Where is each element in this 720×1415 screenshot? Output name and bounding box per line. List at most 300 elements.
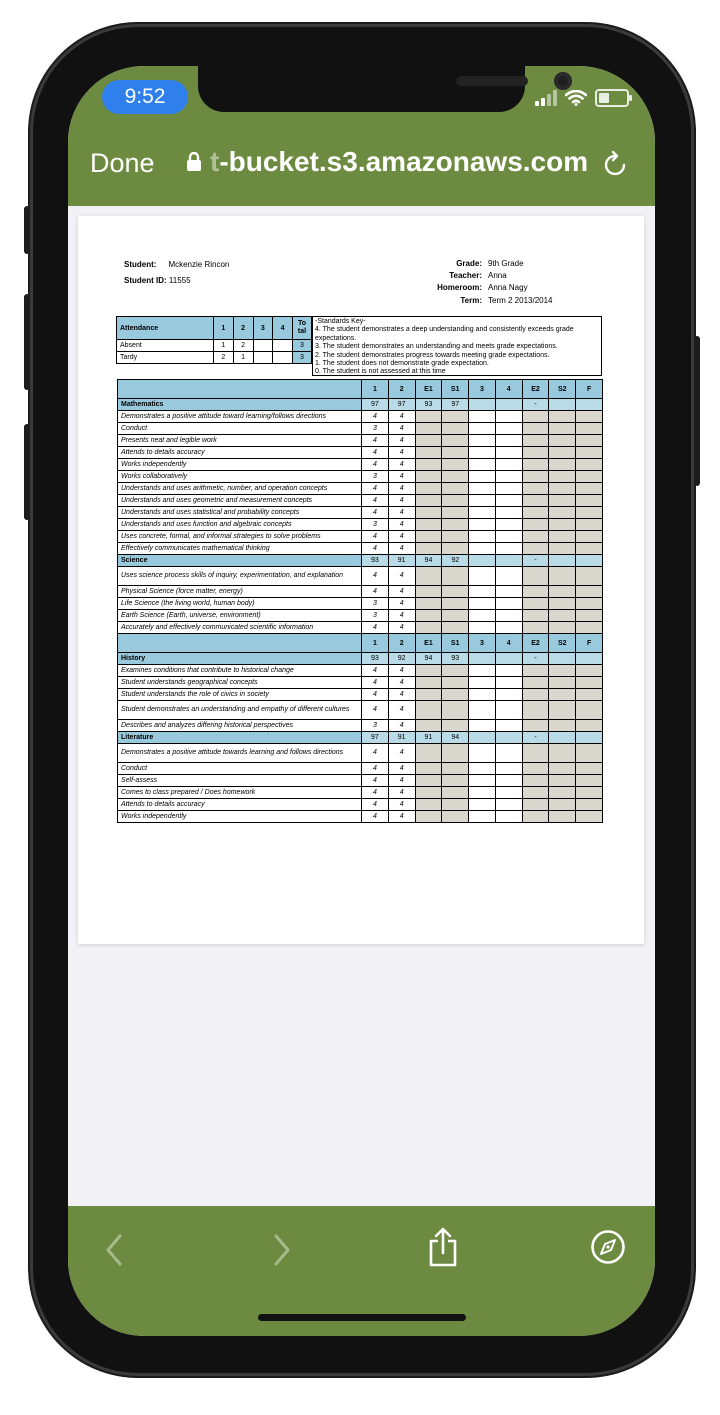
subject-score bbox=[469, 399, 496, 411]
column-header: S1 bbox=[442, 634, 469, 653]
standard-score bbox=[549, 483, 576, 495]
done-button[interactable]: Done bbox=[90, 148, 155, 178]
standard-description: Comes to class prepared / Does homework bbox=[118, 787, 362, 799]
standard-score bbox=[469, 543, 496, 555]
standard-score bbox=[469, 799, 496, 811]
volume-up-button bbox=[24, 294, 30, 390]
grade-label: Grade: bbox=[456, 259, 482, 268]
standard-score bbox=[576, 483, 603, 495]
standard-score bbox=[549, 622, 576, 634]
standard-score: 4 bbox=[362, 483, 389, 495]
standard-score bbox=[576, 447, 603, 459]
standard-score: 3 bbox=[362, 519, 389, 531]
standard-row bbox=[118, 531, 603, 543]
standard-score bbox=[576, 567, 603, 586]
column-header: E1 bbox=[415, 634, 442, 653]
attendance-col-2: 2 bbox=[233, 317, 253, 340]
standard-score bbox=[415, 799, 442, 811]
standard-score bbox=[495, 598, 522, 610]
standard-row bbox=[118, 720, 603, 732]
standard-row bbox=[118, 423, 603, 435]
standard-score bbox=[442, 586, 469, 598]
standards-key-line: 0. The student is not assessed at this time bbox=[315, 368, 446, 376]
standard-score bbox=[495, 763, 522, 775]
standard-score: 4 bbox=[362, 689, 389, 701]
standard-score bbox=[549, 411, 576, 423]
status-icons bbox=[535, 88, 629, 108]
standard-score bbox=[442, 763, 469, 775]
standard-score bbox=[415, 483, 442, 495]
attendance-table bbox=[116, 316, 312, 364]
standard-score bbox=[442, 495, 469, 507]
standard-row bbox=[118, 447, 603, 459]
subject-name: History bbox=[118, 653, 362, 665]
standard-score bbox=[442, 459, 469, 471]
standard-description: Accurately and effectively communicated scientific information bbox=[118, 622, 362, 634]
standard-score bbox=[415, 775, 442, 787]
standard-score bbox=[469, 775, 496, 787]
standard-description: Works independently bbox=[118, 459, 362, 471]
subject-score bbox=[495, 732, 522, 744]
standard-score bbox=[469, 811, 496, 823]
standard-row bbox=[118, 610, 603, 622]
standard-score bbox=[469, 411, 496, 423]
standard-score bbox=[469, 665, 496, 677]
standard-score: 4 bbox=[388, 507, 415, 519]
attendance-cell bbox=[273, 352, 293, 364]
standard-score bbox=[576, 471, 603, 483]
attendance-cell bbox=[253, 340, 273, 352]
standard-score bbox=[495, 495, 522, 507]
standard-score bbox=[549, 495, 576, 507]
standard-score bbox=[576, 775, 603, 787]
reload-icon[interactable] bbox=[603, 150, 629, 178]
subject-score bbox=[549, 732, 576, 744]
subject-score bbox=[576, 732, 603, 744]
standard-score: 3 bbox=[362, 610, 389, 622]
standard-score: 4 bbox=[362, 567, 389, 586]
standard-score: 4 bbox=[362, 799, 389, 811]
subject-score: 97 bbox=[388, 399, 415, 411]
standard-description: Physical Science (force matter, energy) bbox=[118, 586, 362, 598]
subject-row bbox=[118, 555, 603, 567]
standard-score bbox=[522, 677, 549, 689]
standard-score bbox=[549, 531, 576, 543]
subject-score bbox=[549, 399, 576, 411]
standard-score bbox=[522, 531, 549, 543]
column-header: 2 bbox=[388, 634, 415, 653]
standard-score bbox=[469, 459, 496, 471]
standard-description: Describes and analyzes differing historical perspectives bbox=[118, 720, 362, 732]
standards-key-line: 1. The student does not demonstrate grade expectation. bbox=[315, 360, 489, 368]
subject-name: Literature bbox=[118, 732, 362, 744]
standard-description: Life Science (the living world, human body) bbox=[118, 598, 362, 610]
standard-score: 4 bbox=[362, 495, 389, 507]
standard-score bbox=[495, 787, 522, 799]
standard-score bbox=[495, 677, 522, 689]
standard-score: 4 bbox=[388, 586, 415, 598]
standard-score bbox=[576, 799, 603, 811]
subject-row bbox=[118, 653, 603, 665]
standard-score bbox=[442, 610, 469, 622]
standard-score bbox=[522, 567, 549, 586]
standard-score: 4 bbox=[388, 799, 415, 811]
column-header: 3 bbox=[469, 380, 496, 399]
back-icon[interactable] bbox=[104, 1234, 124, 1266]
attendance-row-label: Tardy bbox=[117, 352, 214, 364]
standard-score bbox=[522, 483, 549, 495]
standard-score: 4 bbox=[388, 701, 415, 720]
standards-key-line: -Standards Key- bbox=[315, 318, 366, 325]
standard-score bbox=[522, 811, 549, 823]
attendance-cell bbox=[273, 340, 293, 352]
standard-score bbox=[442, 423, 469, 435]
standard-score bbox=[549, 763, 576, 775]
standard-score bbox=[442, 775, 469, 787]
standard-score: 4 bbox=[388, 495, 415, 507]
standard-score bbox=[469, 507, 496, 519]
url-bar[interactable] bbox=[186, 146, 588, 178]
standard-score bbox=[522, 775, 549, 787]
column-header: 3 bbox=[469, 634, 496, 653]
standard-score bbox=[522, 744, 549, 763]
standard-score: 4 bbox=[362, 459, 389, 471]
subject-score: 97 bbox=[442, 399, 469, 411]
column-header: 4 bbox=[495, 380, 522, 399]
standard-score bbox=[415, 720, 442, 732]
home-indicator bbox=[258, 1314, 466, 1321]
forward-icon[interactable] bbox=[272, 1234, 292, 1266]
standard-row bbox=[118, 435, 603, 447]
grades-header-row bbox=[118, 380, 603, 399]
standard-score bbox=[522, 471, 549, 483]
standard-score bbox=[442, 689, 469, 701]
attendance-col-total: To tal bbox=[293, 317, 312, 340]
student-id-row bbox=[124, 276, 191, 285]
standard-description: Understands and uses statistical and probability concepts bbox=[118, 507, 362, 519]
standard-score bbox=[415, 811, 442, 823]
standard-score bbox=[442, 665, 469, 677]
standard-row bbox=[118, 744, 603, 763]
standard-score bbox=[415, 665, 442, 677]
compass-icon[interactable] bbox=[590, 1229, 626, 1265]
attendance-cell: 1 bbox=[233, 352, 253, 364]
battery-icon bbox=[595, 89, 629, 107]
standard-row bbox=[118, 459, 603, 471]
standard-score bbox=[522, 459, 549, 471]
standard-score bbox=[495, 543, 522, 555]
status-time: 9:52 bbox=[102, 80, 188, 114]
column-header: 4 bbox=[495, 634, 522, 653]
subject-score: 93 bbox=[442, 653, 469, 665]
standard-score bbox=[442, 811, 469, 823]
standard-description: Works independently bbox=[118, 811, 362, 823]
standard-score bbox=[469, 586, 496, 598]
standard-score: 4 bbox=[388, 423, 415, 435]
standard-row bbox=[118, 507, 603, 519]
standard-score bbox=[549, 435, 576, 447]
standard-score bbox=[495, 435, 522, 447]
standard-score: 4 bbox=[388, 598, 415, 610]
standard-score bbox=[469, 744, 496, 763]
standard-score bbox=[549, 665, 576, 677]
subject-score bbox=[495, 653, 522, 665]
standard-score: 4 bbox=[388, 689, 415, 701]
standard-score bbox=[576, 586, 603, 598]
standard-score bbox=[549, 787, 576, 799]
standard-score bbox=[495, 775, 522, 787]
homeroom-label: Homeroom: bbox=[437, 283, 482, 292]
column-header: S2 bbox=[549, 634, 576, 653]
standard-description: Understands and uses geometric and measurement concepts bbox=[118, 495, 362, 507]
standard-score bbox=[442, 447, 469, 459]
signal-icon bbox=[535, 90, 557, 106]
standard-score: 4 bbox=[388, 567, 415, 586]
standard-score bbox=[415, 519, 442, 531]
standard-score bbox=[495, 567, 522, 586]
lock-icon bbox=[186, 152, 202, 172]
standard-score bbox=[469, 689, 496, 701]
standard-description: Conduct bbox=[118, 763, 362, 775]
column-header: E2 bbox=[522, 380, 549, 399]
standard-description: Works collaboratively bbox=[118, 471, 362, 483]
url-text: -bucket.s3.amazonaws.com bbox=[219, 146, 589, 177]
standard-score bbox=[495, 689, 522, 701]
student-id: 11555 bbox=[168, 276, 191, 285]
standard-score bbox=[522, 787, 549, 799]
standard-score bbox=[576, 459, 603, 471]
standard-score bbox=[576, 507, 603, 519]
subject-name: Science bbox=[118, 555, 362, 567]
teacher-value: Anna bbox=[488, 271, 507, 280]
subject-score: - bbox=[522, 732, 549, 744]
standard-score bbox=[576, 689, 603, 701]
standard-score bbox=[549, 677, 576, 689]
column-header: F bbox=[576, 380, 603, 399]
standard-score bbox=[576, 763, 603, 775]
standard-score bbox=[549, 610, 576, 622]
standard-score: 4 bbox=[388, 531, 415, 543]
standard-row bbox=[118, 775, 603, 787]
standard-score: 4 bbox=[362, 531, 389, 543]
standard-score: 4 bbox=[362, 411, 389, 423]
standard-description: Demonstrates a positive attitude toward learning/follows directions bbox=[118, 411, 362, 423]
standard-score bbox=[442, 543, 469, 555]
column-header: 1 bbox=[362, 380, 389, 399]
standard-score bbox=[522, 799, 549, 811]
subject-row bbox=[118, 732, 603, 744]
standard-score bbox=[522, 507, 549, 519]
standard-score: 4 bbox=[362, 507, 389, 519]
standard-score bbox=[576, 435, 603, 447]
standard-score bbox=[415, 423, 442, 435]
standard-score bbox=[469, 483, 496, 495]
standard-score bbox=[442, 744, 469, 763]
standard-score bbox=[549, 689, 576, 701]
standard-row bbox=[118, 495, 603, 507]
standard-score: 4 bbox=[362, 622, 389, 634]
standard-score bbox=[549, 543, 576, 555]
standard-row bbox=[118, 471, 603, 483]
standard-description: Effectively communicates mathematical thinking bbox=[118, 543, 362, 555]
standard-score: 4 bbox=[388, 787, 415, 799]
standard-score bbox=[522, 622, 549, 634]
standard-score bbox=[415, 744, 442, 763]
standard-description: Uses concrete, formal, and informal strategies to solve problems bbox=[118, 531, 362, 543]
standard-score bbox=[522, 543, 549, 555]
standard-score: 4 bbox=[362, 677, 389, 689]
standard-score bbox=[549, 811, 576, 823]
standard-score bbox=[469, 622, 496, 634]
standard-score bbox=[469, 471, 496, 483]
standard-score bbox=[495, 423, 522, 435]
standard-description: Demonstrates a positive attitude towards learning and follows directions bbox=[118, 744, 362, 763]
standard-description: Presents neat and legible work bbox=[118, 435, 362, 447]
standard-score: 4 bbox=[388, 610, 415, 622]
subject-name: Mathematics bbox=[118, 399, 362, 411]
term-label: Term: bbox=[460, 296, 482, 305]
url-faded-text: t bbox=[210, 146, 220, 177]
standard-score bbox=[495, 507, 522, 519]
standard-row bbox=[118, 677, 603, 689]
standard-score: 4 bbox=[388, 720, 415, 732]
student-label: Student: bbox=[124, 260, 157, 269]
subject-row bbox=[118, 399, 603, 411]
standard-score: 4 bbox=[362, 586, 389, 598]
standard-score bbox=[522, 411, 549, 423]
standard-score bbox=[549, 447, 576, 459]
standard-score bbox=[469, 677, 496, 689]
standard-score bbox=[522, 598, 549, 610]
standard-score bbox=[576, 677, 603, 689]
attendance-header: Attendance bbox=[117, 317, 214, 340]
subject-score: 92 bbox=[442, 555, 469, 567]
standard-row bbox=[118, 787, 603, 799]
standard-description: Earth Science (Earth, universe, environment) bbox=[118, 610, 362, 622]
standard-score: 4 bbox=[362, 811, 389, 823]
standard-score: 4 bbox=[362, 435, 389, 447]
subject-score bbox=[469, 653, 496, 665]
standard-row bbox=[118, 665, 603, 677]
standard-score bbox=[549, 567, 576, 586]
document-viewer[interactable] bbox=[68, 206, 655, 1206]
standard-score bbox=[549, 799, 576, 811]
standard-score: 4 bbox=[388, 411, 415, 423]
standard-score bbox=[495, 610, 522, 622]
standard-score bbox=[442, 471, 469, 483]
standard-description: Student understands the role of civics in society bbox=[118, 689, 362, 701]
standard-score bbox=[415, 586, 442, 598]
subject-score: 97 bbox=[362, 732, 389, 744]
standard-description: Understands and uses function and algebraic concepts bbox=[118, 519, 362, 531]
grade-value: 9th Grade bbox=[488, 259, 524, 268]
standard-score bbox=[442, 787, 469, 799]
standard-score bbox=[415, 622, 442, 634]
share-icon[interactable] bbox=[426, 1226, 460, 1268]
standard-score bbox=[495, 811, 522, 823]
standards-key-line: 3. The student demonstrates an understanding and meets grade expectations. bbox=[315, 343, 558, 351]
standard-score bbox=[442, 411, 469, 423]
volume-down-button bbox=[24, 424, 30, 520]
standard-score: 4 bbox=[362, 447, 389, 459]
standard-score: 3 bbox=[362, 423, 389, 435]
standard-score bbox=[576, 811, 603, 823]
standard-score: 4 bbox=[388, 811, 415, 823]
standard-score: 4 bbox=[388, 447, 415, 459]
standard-score bbox=[469, 598, 496, 610]
standard-description: Conduct bbox=[118, 423, 362, 435]
standard-score: 4 bbox=[388, 459, 415, 471]
subject-score: - bbox=[522, 653, 549, 665]
standard-row bbox=[118, 567, 603, 586]
notch bbox=[198, 66, 525, 112]
standard-score bbox=[576, 622, 603, 634]
standard-score bbox=[495, 447, 522, 459]
column-header: E1 bbox=[415, 380, 442, 399]
standard-row bbox=[118, 483, 603, 495]
attendance-total: 3 bbox=[293, 340, 312, 352]
standard-score bbox=[522, 763, 549, 775]
subject-score bbox=[549, 555, 576, 567]
standard-score: 4 bbox=[388, 471, 415, 483]
standard-score bbox=[469, 720, 496, 732]
subject-score bbox=[576, 399, 603, 411]
grades-header-row bbox=[118, 634, 603, 653]
standard-score bbox=[549, 720, 576, 732]
silent-switch bbox=[24, 206, 30, 254]
standard-score bbox=[415, 531, 442, 543]
standard-score bbox=[549, 701, 576, 720]
standard-score bbox=[576, 423, 603, 435]
standard-score: 4 bbox=[362, 744, 389, 763]
standard-score bbox=[495, 799, 522, 811]
standard-score bbox=[522, 665, 549, 677]
standard-score bbox=[415, 507, 442, 519]
standard-score: 3 bbox=[362, 598, 389, 610]
standard-score bbox=[442, 435, 469, 447]
browser-top-bar bbox=[68, 66, 655, 206]
column-header: 2 bbox=[388, 380, 415, 399]
standard-score bbox=[495, 622, 522, 634]
standards-key-line: 4. The student demonstrates a deep understanding and consistently exceeds grade expectations. bbox=[315, 326, 574, 342]
standard-score bbox=[576, 411, 603, 423]
standard-description: Uses science process skills of inquiry, experimentation, and explanation bbox=[118, 567, 362, 586]
standard-score bbox=[495, 720, 522, 732]
standard-score bbox=[576, 744, 603, 763]
standard-score bbox=[522, 586, 549, 598]
subject-score: 91 bbox=[388, 555, 415, 567]
column-header: 1 bbox=[362, 634, 389, 653]
screen bbox=[68, 66, 655, 1336]
standard-score bbox=[415, 610, 442, 622]
standard-score bbox=[415, 543, 442, 555]
standard-score bbox=[442, 483, 469, 495]
standard-score bbox=[469, 423, 496, 435]
subject-score bbox=[469, 732, 496, 744]
standard-score bbox=[549, 775, 576, 787]
standard-score: 3 bbox=[362, 720, 389, 732]
subject-score bbox=[469, 555, 496, 567]
standard-score bbox=[442, 720, 469, 732]
standard-score bbox=[469, 787, 496, 799]
standard-score: 4 bbox=[362, 787, 389, 799]
header-spacer bbox=[118, 380, 362, 399]
standard-score bbox=[415, 459, 442, 471]
standard-score bbox=[495, 471, 522, 483]
standard-row bbox=[118, 543, 603, 555]
standard-score bbox=[469, 763, 496, 775]
subject-score bbox=[495, 555, 522, 567]
